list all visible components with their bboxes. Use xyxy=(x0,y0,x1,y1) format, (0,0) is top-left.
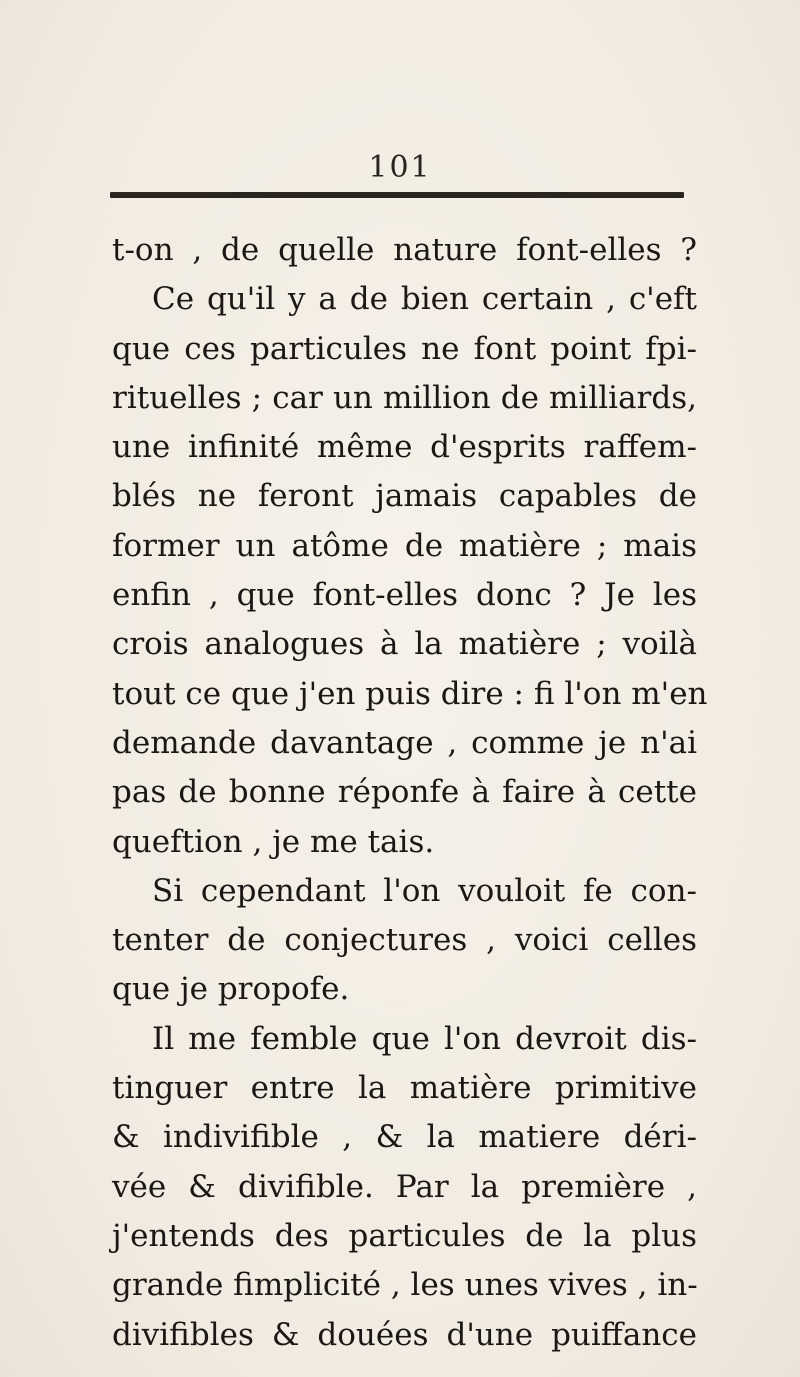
text-line: blés ne feront jamais capables de xyxy=(112,478,697,515)
page-number: 101 xyxy=(368,150,432,185)
text-line: & indivifible , & la matiere déri- xyxy=(112,1119,697,1156)
text-line: t-on , de quelle nature font-elles ? xyxy=(112,232,697,268)
text-line: une infinité même d'esprits raffem- xyxy=(112,429,697,466)
text-line: enfin , que font-elles donc ? Je les xyxy=(112,577,697,614)
text-line: que ces particules ne font point fpi- xyxy=(112,330,697,367)
text-line: pas de bonne réponfe à faire à cette xyxy=(112,774,697,811)
text-line: Si cependant l'on vouloit fe con- xyxy=(152,872,697,909)
text-line: queftion , je me tais. xyxy=(112,823,435,860)
text-line: rituelles ; car un million de milliards, xyxy=(112,379,697,416)
header-rule xyxy=(110,192,684,198)
text-line: former un atôme de matière ; mais xyxy=(112,527,697,564)
body-text xyxy=(112,226,708,1360)
text-line: divifibles & douées d'une puiffance xyxy=(112,1316,697,1353)
text-line: vée & divifible. Par la première , xyxy=(112,1168,697,1205)
text-line: demande davantage , comme je n'ai xyxy=(112,724,697,761)
text-line: que je propofe. xyxy=(112,971,350,1008)
text-line: Ce qu'il y a de bien certain , c'eft xyxy=(152,281,697,318)
text-line: j'entends des particules de la plus xyxy=(112,1217,697,1254)
text-line: grande fimplicité , les unes vives , in- xyxy=(112,1267,698,1304)
text-line: tenter de conjectures , voici celles xyxy=(112,922,697,959)
text-line: crois analogues à la matière ; voilà xyxy=(112,626,697,663)
text-line: Il me femble que l'on devroit dis- xyxy=(152,1020,697,1057)
text-line: tout ce que j'en puis dire : fi l'on m'en xyxy=(112,675,708,712)
text-line: tinguer entre la matière primitive xyxy=(112,1070,697,1107)
